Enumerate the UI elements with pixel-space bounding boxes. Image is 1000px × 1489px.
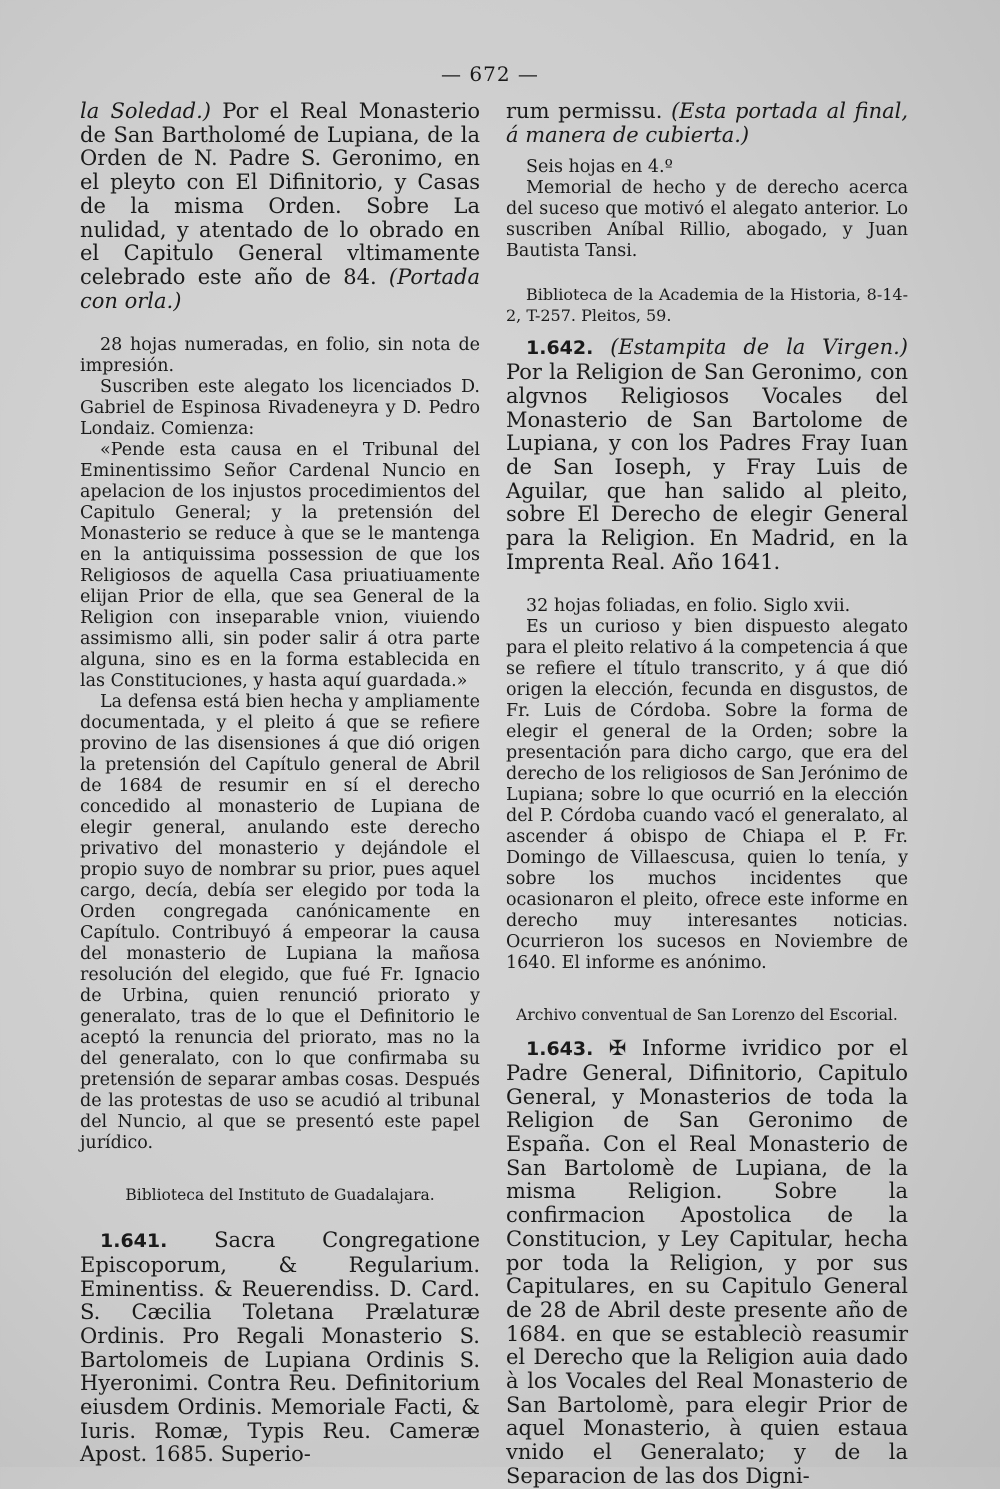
right-paragraph-3: Memorial de hecho y de derecho acerca del suceso que motivó el alegato anterior. Lo suscriben Aníbal Rillio, abogado, y Juan Bautista Tansi. xyxy=(506,178,908,262)
right-library-note-1: Biblioteca de la Academia de la Historia, 8-14-2, T-257. Pleitos, 59. xyxy=(506,285,908,326)
left-p1-italic-end: (Portada con orla.) xyxy=(80,264,480,313)
entry-1642-number: 1.642. xyxy=(526,337,594,360)
left-p1-body: Por el Real Monasterio de San Bartholomé de Lupiana, de la Orden de N. Padre S. Geronimo, en el pleyto con El Difinitorio, y Casas de la misma Orden. Sobre La nulidad, y atentado de lo obrado en el Capitulo General vltimamente celebrado este año de 84. xyxy=(80,99,480,289)
right-column xyxy=(506,100,908,1489)
right-p1-italic: (Esta portada al final, á manera de cubierta.) xyxy=(506,99,909,147)
right-paragraph-2: Seis hojas en 4.º xyxy=(526,157,673,178)
left-column xyxy=(80,100,480,1467)
entry-1643-number: 1.643. xyxy=(526,1038,594,1061)
left-library-note: Biblioteca del Instituto de Guadalajara. xyxy=(125,1186,435,1205)
page-number: — 672 — xyxy=(441,62,539,86)
left-paragraph-5: La defensa está bien hecha y ampliamente documentada, y el pleito á que se refiere provino de las disensiones á que dió origen la pretensión del Capítulo general de Abril de 1684 de resumir en sí el derecho concedido al monasterio de Lupiana de elegir general, anulando este derecho privativo del monasterio y dejándole el propio suyo de nombrar su prior, pues aquel cargo, decía, debía ser elegido por toda la Orden congregada canónicamente en Capítulo. Contribuyó á empeorar la causa del monasterio de Lupiana la mañosa resolución del elegido, que fué Fr. Ignacio de Urbina, quien renunció priorato y generalato, tras de lo que el Definitorio le aceptó la renuncia del priorato, mas no la del generalato, con lo que confirmaba su pretensión de separar ambas cosas. Después de las protestas de uso se acudió al tribunal del Nuncio, al que se presentó este papel jurídico. xyxy=(80,692,480,1154)
right-library-note-2: Archivo conventual de San Lorenzo del Escorial. xyxy=(516,1006,898,1025)
right-paragraph-4: 32 hojas foliadas, en folio. Siglo xvii. xyxy=(526,596,851,617)
entry-1643-text: Informe ivridico por el Padre General, Difinitorio, Capitulo General, y Monasterios de toda la Religion de San Geronimo de España. Con el Real Monasterio de San Bartolomè de Lupiana, de la misma Religion. Sobre la confirmacion Apostolica de la Constitucion, y Ley Capitular, hecha por toda la Religion, y por sus Capitulares, en su Capitulo General de 28 de Abril deste presente año de 1684. en que se estableciò reasumir el Derecho que la Religion auia dado à los Vocales del Real Monasterio de San Bartolomè, para elegir Prior de aquel Monasterio, à quien estaua vnido el Generalato; y de la Separacion de las dos Digni- xyxy=(506,1036,909,1488)
left-paragraph-2: 28 hojas numeradas, en folio, sin nota de impresión. xyxy=(80,335,480,377)
entry-1642-text: Por la Religion de San Geronimo, con algvnos Religiosos Vocales del Monasterio de San Bartolome de Lupiana, y con los Padres Fray Iuan de San Ioseph, y Fray Luis de Aguilar, que han salido al pleito, sobre El Derecho de elegir General para la Religion. En Madrid, en la Imprenta Real. Año 1641. xyxy=(506,360,908,574)
entry-1641-text: Sacra Congregatione Episcoporum, & Regularium. Eminentiss. & Reuerendiss. D. Card. S. Cæcilia Toletana Prælaturæ Ordinis. Pro Regali Monasterio S. Bartolomeis de Lupiana Ordinis S. Hyeronimi. Contra Reu. Definitorium eiusdem Ordinis. Memoriale Facti, & Iuris. Romæ, Typis Reu. Cameræ Apost. 1685. Superio- xyxy=(80,1228,480,1467)
right-paragraph-5: Es un curioso y bien dispuesto alegato para el pleito relativo á la competencia á que se refiere el título transcrito, y á que dió origen la elección, fecunda en disgustos, de Fr. Luis de Córdoba. Sobre la forma de elegir el general de la Orden; sobre la presentación para dicho cargo, que era del derecho de los religiosos de San Jerónimo de Lupiana; sobre lo que ocurrió en la elección del P. Córdoba cuando vacó el generalato, al ascender á obispo de Chiapa el P. Fr. Domingo de Villaescusa, quien lo tenía, y sobre los muchos incidentes que ocasionaron el pleito, ofrece este informe en derecho muy interesantes noticias. Ocurrieron los sucesos en Noviembre de 1640. El informe es anónimo. xyxy=(506,617,908,974)
left-paragraph-3: Suscriben este alegato los licenciados D. Gabriel de Espinosa Rivadeneyra y D. Pedro Londaiz. Comienza: xyxy=(80,377,480,440)
right-p1-body: rum permissu. xyxy=(506,99,672,123)
left-p1-italic-start: la Soledad.) xyxy=(80,99,211,123)
left-paragraph-1 xyxy=(80,100,480,313)
entry-1641 xyxy=(80,1229,480,1467)
entry-1643 xyxy=(506,1037,908,1488)
entry-1642-italic: (Estampita de la Virgen.) xyxy=(610,335,908,360)
left-paragraph-4: «Pende esta causa en el Tribunal del Eminentissimo Señor Cardenal Nuncio en apelacion de los injustos procedimientos del Capitulo General; y la pretensión del Monasterio se reduce à que se le mantenga en la antiquissima possession de que los Religiosos de aquella Casa priuatiuamente elijan Prior de ella, que sea General de la Religion con inseparable vnion, viuiendo assimismo alli, sin poder salir á otra parte alguna, sino es en la forma establecida en las Constituciones, y hasta aquí guardada.» xyxy=(80,440,480,692)
cross-icon: ✠ xyxy=(608,1036,627,1061)
right-paragraph-1 xyxy=(506,100,908,147)
entry-1642 xyxy=(506,336,908,574)
entry-1641-number: 1.641. xyxy=(100,1230,168,1253)
